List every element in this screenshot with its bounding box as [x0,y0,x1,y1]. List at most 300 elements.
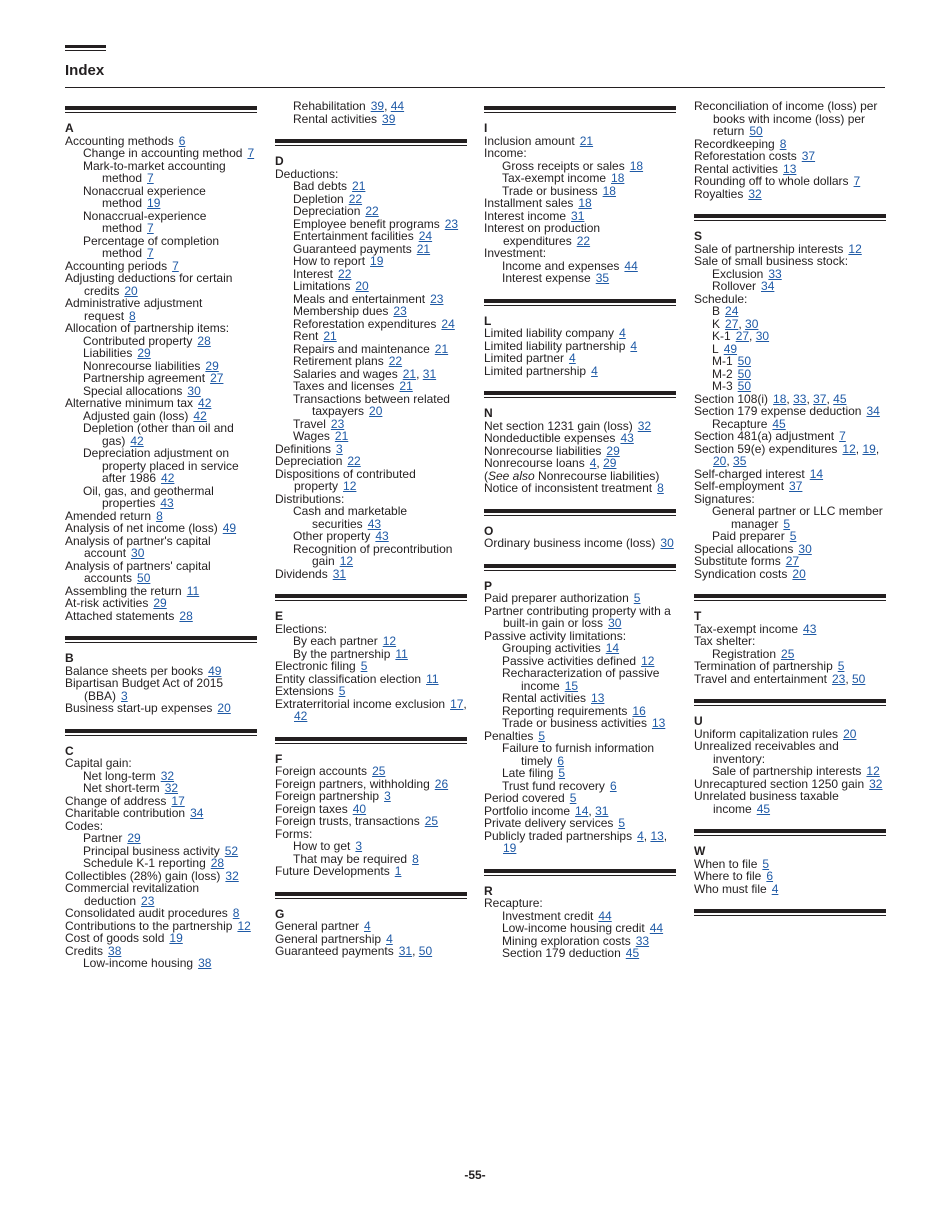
page-link[interactable]: 38 [198,956,212,970]
page-link[interactable]: 8 [129,308,136,323]
separator: , [855,441,863,456]
page-link[interactable]: 32 [869,776,883,791]
page-link[interactable]: 21 [579,133,594,148]
page-link[interactable]: 8 [412,851,419,866]
page-link[interactable]: 12 [866,764,880,778]
page-link[interactable]: 7 [172,258,179,273]
page-link[interactable]: 22 [388,354,403,368]
page-references [217,701,230,715]
page-references [225,844,238,858]
page-references [591,364,598,378]
page-references [630,159,643,173]
page-link[interactable]: 34 [190,806,204,820]
page-link[interactable]: 42 [294,709,308,723]
page-link[interactable]: 50 [737,366,752,381]
page-link[interactable]: 49 [222,521,237,535]
entry-term: Taxes and licenses [293,379,395,393]
page-link[interactable]: 27 [725,316,739,331]
page-link[interactable]: 4 [771,881,779,896]
page-link[interactable]: 32 [164,781,179,795]
page-link[interactable]: 32 [637,418,652,433]
page-link[interactable]: 24 [725,304,739,318]
page-link[interactable]: 19 [169,931,183,945]
page-link[interactable]: 30 [755,329,770,343]
page-link[interactable]: 23 [141,893,155,908]
entry-term: Limited partner [484,351,565,365]
page-link[interactable]: 23 [430,291,444,306]
page-link[interactable]: 11 [395,646,408,661]
page-link[interactable]: 27 [210,371,224,385]
page-link[interactable]: 5 [783,516,791,531]
page-link[interactable]: 19 [862,441,876,456]
page-link[interactable]: 7 [839,429,846,443]
entry-term: Foreign taxes [275,801,348,816]
page-references [225,869,238,883]
index-section-a [65,106,257,622]
page-link[interactable]: 43 [803,621,817,636]
index-entry [65,702,257,715]
page-link[interactable]: 43 [375,529,389,543]
page-link[interactable]: 5 [633,591,641,605]
index-section-c [65,729,257,970]
entry-term: Schedule: [694,291,748,306]
page-link[interactable]: 6 [178,133,186,148]
page-link[interactable]: 39 [382,111,396,126]
page-link[interactable]: 25 [424,814,439,828]
page-references [395,647,407,661]
page-link[interactable]: 12 [842,441,856,456]
page-link[interactable]: 44 [649,921,664,935]
index-column-2 [275,100,467,972]
page-link[interactable]: 21 [352,179,366,193]
entry-term: How to report [293,254,366,268]
index-section-continued [275,100,467,125]
page-link[interactable]: 4 [386,931,393,946]
separator: , [663,828,668,843]
section-letter: T [694,609,702,623]
page-link[interactable]: 31 [398,944,413,958]
page-link[interactable]: 35 [733,454,747,468]
entry-term: Depreciation adjustment on property placed in service after 1986 [83,446,239,485]
page-link[interactable]: 50 [137,571,151,585]
page-link[interactable]: 50 [749,124,763,138]
page-link[interactable]: 45 [772,416,786,431]
page-link[interactable]: 7 [147,246,154,260]
page-link[interactable]: 30 [798,541,812,556]
index-section-g [275,892,467,958]
page-link[interactable]: 25 [781,646,795,661]
page-link[interactable]: 45 [756,801,771,816]
page-link[interactable]: 29 [137,346,151,360]
page-link[interactable]: 31 [332,566,347,581]
page-number: -55- [464,1168,486,1182]
page-link[interactable]: 22 [338,266,352,281]
page-references [445,217,458,231]
separator: , [588,803,596,818]
index-column-3 [484,100,676,974]
page-link[interactable]: 13 [650,828,664,843]
page-link[interactable]: 14 [605,641,620,655]
entry-term: Credits [65,943,104,958]
entry-term: Tax shelter: [694,634,756,648]
page-link[interactable]: 14 [575,803,589,818]
page-link[interactable]: 24 [441,316,455,331]
entry-term: Depletion (other than oil and gas) [83,421,234,448]
page-link[interactable]: 20 [369,404,383,418]
page-link[interactable]: 13 [651,716,666,730]
page-link[interactable]: 32 [748,186,762,201]
page-link[interactable]: 37 [789,479,803,493]
page-link[interactable]: 43 [620,431,634,445]
page-link[interactable]: 6 [766,869,774,883]
page-link[interactable]: 3 [121,688,128,703]
entry-term: Extensions [275,684,334,698]
page-link[interactable]: 23 [393,304,407,318]
page-references [603,184,616,198]
page-link[interactable]: 5 [360,659,368,673]
page-link[interactable]: 20 [843,726,857,741]
page-link[interactable]: 45 [833,391,847,406]
entry-term: Rental activities [694,161,779,176]
page-link[interactable]: 20 [217,701,231,715]
page-link[interactable]: 28 [210,856,225,870]
page-link[interactable]: 29 [205,358,219,373]
page-link[interactable]: 35 [595,271,610,285]
page-link[interactable]: 21 [416,241,431,256]
page-references [187,584,199,598]
entry-term: Recordkeeping [694,136,775,151]
page-link[interactable]: 8 [156,508,163,523]
page-link[interactable]: 18 [773,391,787,406]
entry-term: Substitute forms [694,554,781,568]
page-link[interactable]: 39 [370,99,385,113]
section-rule [484,391,676,395]
index-entry [694,293,886,306]
page-link[interactable]: 12 [641,653,655,668]
page-link[interactable]: 44 [390,99,405,113]
section-letter: G [275,906,285,921]
page-link[interactable]: 5 [569,791,577,805]
entry-term: Interest expense [502,271,591,285]
page-link[interactable]: 1 [394,864,402,878]
entry-term: Mark-to-market accounting method [83,158,226,185]
index-entry [484,605,676,630]
entry-term: Alternative minimum tax [65,396,194,410]
page-link[interactable]: 19 [147,196,161,210]
page-link[interactable]: 4 [591,363,598,378]
page-link[interactable]: 18 [602,183,616,198]
page-link[interactable]: 34 [866,404,880,418]
entry-term: Nonrecourse liabilities) [538,468,660,483]
page-link[interactable]: 29 [603,456,617,470]
page-link[interactable]: 8 [657,481,664,495]
page-link[interactable]: 6 [609,778,617,793]
page-link[interactable]: 20 [792,566,806,581]
page-link[interactable]: 12 [339,554,354,568]
entry-term: Partnership agreement [83,371,206,385]
page-link[interactable]: 5 [338,684,346,698]
entry-term: Recapture [712,416,768,431]
page-link[interactable]: 5 [762,856,770,871]
page-link[interactable]: 42 [161,471,175,485]
page-link[interactable]: 15 [564,678,579,693]
entry-term: Contributions to the partnership [65,918,233,933]
entry-term: Sale of small business stock: [694,254,849,268]
page-references [757,802,770,816]
page-link[interactable]: 50 [852,671,866,686]
page-link[interactable]: 14 [809,466,824,481]
page-link[interactable]: 3 [355,839,363,853]
page-link[interactable]: 23 [330,416,345,431]
page-link[interactable]: 12 [343,479,357,493]
separator: , [726,454,734,468]
page-link[interactable]: 26 [434,776,449,791]
index-entry [484,537,676,550]
page-link[interactable]: 5 [558,766,566,780]
page-link[interactable]: 21 [399,379,413,393]
entry-term: Depletion [293,191,344,206]
page-link[interactable]: 18 [611,171,625,185]
entry-term: Nondeductible expenses [484,431,616,445]
page-link[interactable]: 18 [578,196,592,210]
page-link[interactable]: 21 [402,366,417,381]
page-link[interactable]: 18 [629,158,644,173]
page-link[interactable]: 11 [186,583,200,598]
page-link[interactable]: 42 [193,408,207,423]
page-link[interactable]: 4 [630,338,638,353]
page-link[interactable]: 17 [450,696,464,711]
page-link[interactable]: 44 [598,908,612,923]
page-link[interactable]: 11 [426,671,439,686]
page-link[interactable]: 29 [153,596,167,610]
entry-term: Foreign partners, withholding [275,776,430,791]
index-section-t [694,594,886,685]
page-link[interactable]: 42 [198,396,212,410]
index-section-continued [694,100,886,200]
section-rule [275,737,467,741]
entry-term: Section 108(i) [694,391,769,406]
page-link[interactable]: 4 [619,326,626,340]
page-link[interactable]: 3 [384,789,391,803]
page-link[interactable]: 19 [503,841,517,855]
page-link[interactable]: 50 [737,354,752,368]
page-link[interactable]: 5 [538,728,546,743]
entry-term: Reforestation expenditures [293,316,437,331]
page-link[interactable]: 19 [370,254,384,268]
index-section-s [694,214,886,580]
entry-term: By each partner [293,634,378,648]
page-link[interactable]: 30 [131,546,145,560]
page-references [810,467,823,481]
page-link[interactable]: 28 [179,608,193,623]
entry-term: Codes: [65,818,104,833]
page-references [237,919,250,933]
index-entry [275,468,467,493]
page-references [426,672,438,686]
entry-term: Reconciliation of income (loss) per books with income (loss) per return [694,99,878,138]
entry-term: Meals and entertainment [293,291,426,306]
entry-term: Mining exploration costs [502,933,631,948]
page-references [435,777,448,791]
page-link[interactable]: 4 [637,828,644,843]
entry-term: K [712,316,721,331]
page-link[interactable]: 27 [735,329,750,343]
entry-term: Limited liability company [484,326,615,340]
page-link[interactable]: 28 [197,333,211,348]
page-link[interactable]: 31 [571,208,585,223]
entry-term: Interest [293,266,334,281]
entry-term: Low-income housing [83,956,194,970]
page-link[interactable]: 7 [247,146,255,160]
index-entry [275,568,467,581]
section-rule [275,594,467,598]
separator: , [826,391,834,406]
entry-term: Recharacterization of passive income [502,666,660,693]
page-link[interactable]: 8 [779,136,787,151]
entry-term: Nonrecourse loans [484,456,585,470]
page-link[interactable]: 7 [147,221,154,235]
page-link[interactable]: 43 [160,496,174,510]
entry-term: Employee benefit programs [293,216,440,231]
page-link[interactable]: 20 [713,454,727,468]
page-link[interactable]: 29 [127,831,141,845]
entry-term: Net short-term [83,781,160,795]
page-link[interactable]: 38 [108,943,122,958]
entry-term: Principal business activity [83,843,220,858]
entry-term: Royalties [694,186,744,201]
entry-term: Tax-exempt income [694,621,799,636]
page-link[interactable]: 20 [355,279,369,293]
page-link[interactable]: 7 [147,171,154,185]
page-link[interactable]: 22 [347,454,361,468]
entry-term: Gross receipts or sales [502,158,625,173]
page-link[interactable]: 33 [793,391,807,406]
section-rule [484,564,676,568]
page-link[interactable]: 50 [737,379,752,393]
page-link[interactable]: 16 [632,703,646,718]
index-section-n [484,391,676,495]
index-subentry [65,422,257,447]
page-link[interactable]: 12 [848,241,862,256]
entry-term: Nonaccrual-experience method [83,208,207,235]
entry-term: Consolidated audit procedures [65,906,228,920]
page-link[interactable]: 7 [853,174,861,188]
page-link[interactable]: 13 [591,691,605,705]
entry-term: Net section 1231 gain (loss) [484,418,633,433]
page-link[interactable]: 4 [569,351,576,365]
page-link[interactable]: 6 [557,753,565,768]
top-decorative-rule [65,45,106,48]
page-link[interactable]: 3 [336,441,343,456]
page-link[interactable]: 5 [837,659,845,673]
page-link[interactable]: 22 [348,191,363,206]
page-link[interactable]: 21 [323,329,337,343]
page-link[interactable]: 17 [171,793,185,808]
page-link[interactable]: 52 [224,843,239,858]
entry-term: Oil, gas, and geothermal properties [83,483,214,510]
page-link[interactable]: 4 [364,919,371,933]
entry-term: Self-employment [694,479,785,493]
section-letter: R [484,883,493,898]
page-link[interactable]: 22 [576,233,591,248]
page-link[interactable]: 21 [434,341,449,356]
entry-term: At-risk activities [65,596,149,610]
page-link[interactable]: 5 [789,529,797,543]
page-link[interactable]: 43 [367,516,382,531]
page-link[interactable]: 32 [160,768,175,783]
page-link[interactable]: 30 [745,316,759,331]
page-link[interactable]: 5 [618,816,626,830]
page-link[interactable]: 25 [372,764,386,778]
page-link[interactable]: 31 [595,803,609,818]
page-link[interactable]: 33 [635,933,650,948]
page-references [370,254,383,268]
page-link[interactable]: 20 [124,283,138,298]
page-link[interactable]: 23 [444,216,459,231]
page-link[interactable]: 12 [382,634,397,648]
entry-term: Dividends [275,566,328,581]
page-link[interactable]: 49 [208,663,222,678]
page-link[interactable]: 24 [418,229,433,243]
page-link[interactable]: 22 [365,204,379,218]
page-link[interactable]: 44 [624,258,638,273]
separator: , [806,391,814,406]
see-also-label: See also [488,468,535,483]
page-link[interactable]: 40 [352,801,367,816]
entry-term: Cost of goods sold [65,931,165,945]
page-link[interactable]: 30 [608,616,622,630]
entry-term: Tax-exempt income [502,171,607,185]
page-link[interactable]: 21 [334,429,349,443]
page-link[interactable]: 4 [589,456,597,470]
index-column-4 [694,100,886,927]
page-link[interactable]: 30 [187,383,201,398]
page-link[interactable]: 42 [130,433,144,448]
page-link[interactable]: 8 [232,906,240,920]
page-link[interactable]: 49 [723,341,738,356]
index-entry [65,677,257,702]
index-entry [694,673,886,686]
page-link[interactable]: 30 [660,536,674,550]
entry-term: Grouping activities [502,641,601,655]
page-references [417,242,430,256]
entry-term: Cash and marketable securities [293,504,408,531]
page-link[interactable]: 37 [801,149,816,163]
entry-term: Bad debts [293,179,348,193]
entry-term: Balance sheets per books [65,663,204,678]
page-link[interactable]: 32 [225,868,239,883]
page-link[interactable]: 50 [418,944,433,958]
index-section-u [694,699,886,815]
page-link[interactable]: 33 [768,266,782,281]
page-references [399,944,432,958]
page-link[interactable]: 45 [625,946,640,960]
page-link[interactable]: 37 [813,391,827,406]
entry-term: Uniform capitalization rules [694,726,839,741]
page-references [748,187,761,201]
page-link[interactable]: 23 [831,671,846,686]
entry-term: Section 179 deduction [502,946,621,960]
page-link[interactable]: 31 [422,366,437,381]
page-link[interactable]: 13 [783,161,797,176]
page-link[interactable]: 34 [761,279,775,293]
page-link[interactable]: 27 [785,554,800,568]
page-link[interactable]: 12 [237,918,251,933]
entry-term: Adjusted gain (loss) [83,408,189,423]
page-references [650,921,663,935]
page-link[interactable]: 29 [606,443,620,458]
index-entry [694,883,886,896]
